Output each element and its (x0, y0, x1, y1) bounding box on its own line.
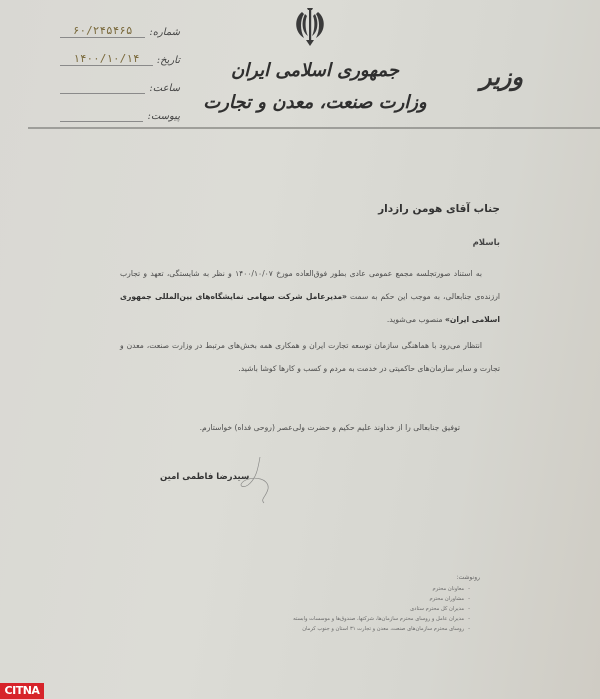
meta-time (60, 66, 180, 94)
meta-number-label: شماره: (149, 27, 180, 38)
meta-number (60, 10, 180, 38)
paragraph-closing: توفیق جنابعالی را از خداوند علیم حکیم و حضرت ولی‌عصر (روحی فداه) خواستارم. (199, 423, 460, 432)
iran-emblem-icon (290, 4, 330, 48)
cc-item: - مدیران کل محترم ستادی (290, 604, 470, 614)
paragraph-appointment-text: به استناد صورتجلسه مجمع عمومی عادی بطور فوق‌العاده مورخ ۱۴۰۰/۱۰/۰۷ و نظر به شایستگی، تعهد و تجارب ارزنده‌ی جنابعالی، به موجب این حکم به سمت (120, 269, 501, 301)
letter-meta (60, 10, 180, 122)
letterhead (0, 0, 600, 130)
cc-item: - مشاوران محترم (290, 594, 470, 604)
meta-attachment-value (60, 108, 143, 122)
meta-attachment (60, 94, 180, 122)
cc-item: - روسای محترم سازمان‌های صنعت، معدن و تجارت ۳۱ استان و جنوب کرمان (290, 624, 470, 634)
ministry-title: وزارت صنعت، معدن و تجارت (203, 92, 427, 113)
meta-time-value (60, 80, 145, 94)
paragraph-appointment (120, 262, 500, 331)
minister-title: وزیر (480, 62, 524, 91)
cc-list (290, 584, 470, 634)
meta-date (60, 38, 180, 66)
country-title: جمهوری اسلامی ایران (230, 60, 400, 81)
signatory-name: سیدرضا فاطمی امین (160, 472, 250, 482)
citna-logo: CITNA (0, 683, 44, 699)
meta-attachment-label: پیوست: (147, 111, 180, 122)
meta-date-value: ۱۴۰۰/۱۰/۱۴ (60, 52, 153, 66)
appointment-position: «مدیرعامل شرکت سهامی نمایشگاه‌های بین‌المللی جمهوری اسلامی ایران» (120, 292, 500, 324)
meta-date-label: تاریخ: (156, 55, 180, 66)
addressee: جناب آقای هومن رازدار (378, 203, 500, 215)
header-divider (28, 127, 600, 129)
greeting: باسلام (472, 238, 500, 248)
meta-number-value: ۶۰/۲۴۵۴۶۵ (60, 24, 145, 38)
paragraph-expectation: انتظار می‌رود با هماهنگی سازمان توسعه تجارت ایران و همکاری همه بخش‌های مرتبط در وزارت صنعت، معدن و تجارت و سایر سازمان‌های حاکمیتی در خدمت به مردم و کسب و کارها کوشا باشید. (120, 341, 500, 373)
meta-time-label: ساعت: (149, 83, 180, 94)
paragraph-appointment-end: منصوب می‌شوید. (386, 315, 443, 324)
cc-title: رونوشت: (456, 574, 480, 581)
cc-item: - معاونان محترم (290, 584, 470, 594)
cc-item: - مدیران عامل و روسای محترم سازمان‌ها، شرکتها، صندوق‌ها و موسسات وابسته (290, 614, 470, 624)
